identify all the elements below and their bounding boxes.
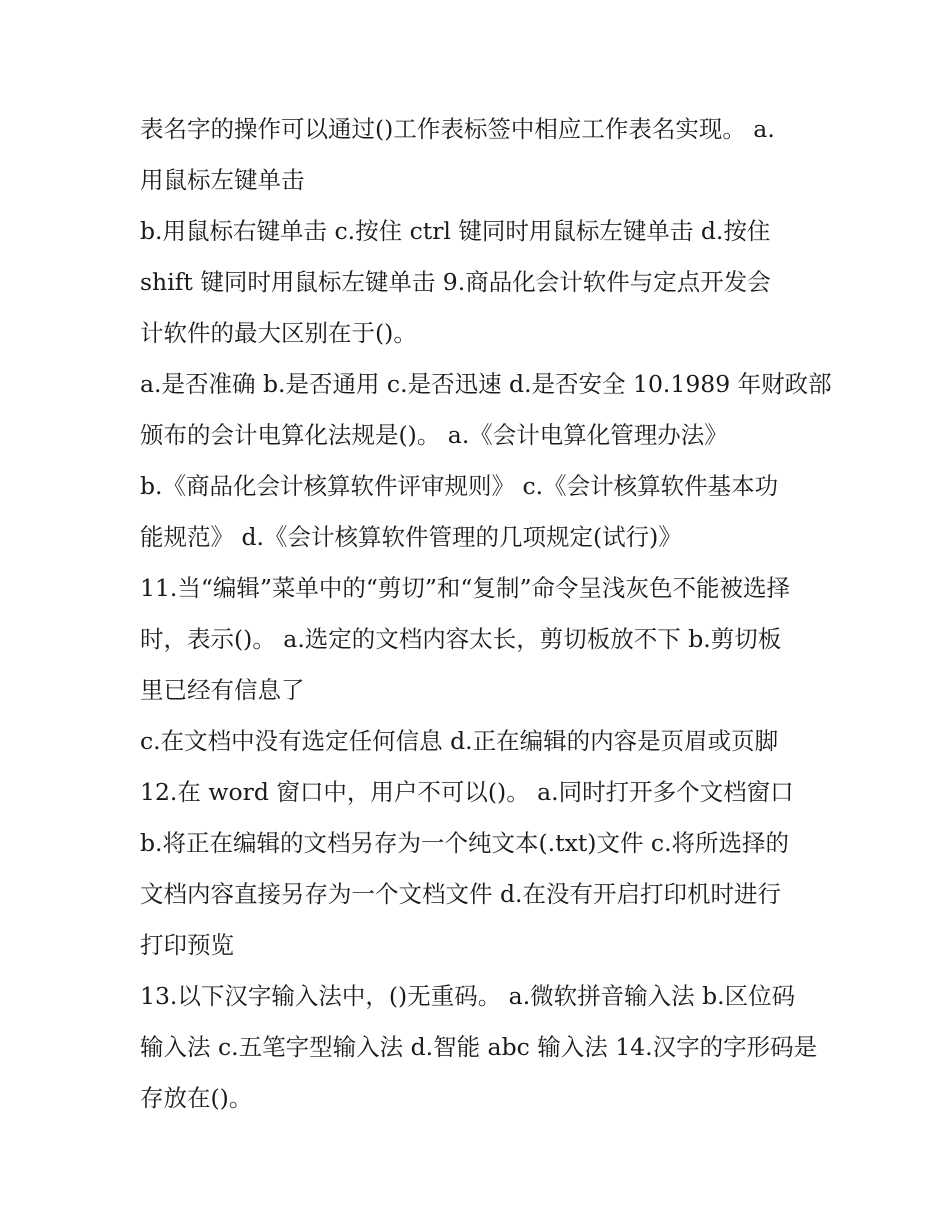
document-body bbox=[140, 104, 830, 1124]
text-line: 计软件的最大区别在于()。 bbox=[140, 319, 417, 347]
text-line: 能规范》 d.《会计核算软件管理的几项规定(试行)》 bbox=[140, 523, 682, 551]
text-line: 颁布的会计电算化法规是()。 a.《会计电算化管理办法》 bbox=[140, 421, 728, 449]
text-line: a.是否准确 b.是否通用 c.是否迅速 d.是否安全 10.1989 年财政部 bbox=[140, 370, 832, 398]
text-line: b.《商品化会计核算软件评审规则》 c.《会计核算软件基本功 bbox=[140, 472, 779, 500]
text-line: b.将正在编辑的文档另存为一个纯文本(.txt)文件 c.将所选择的 bbox=[140, 829, 790, 857]
text-line: 表名字的操作可以通过()工作表标签中相应工作表名实现。 a. bbox=[140, 115, 775, 143]
text-line: 12.在 word 窗口中，用户不可以()。 a.同时打开多个文档窗口 bbox=[140, 778, 794, 806]
text-line: 用鼠标左键单击 bbox=[140, 166, 305, 194]
text-line: 文档内容直接另存为一个文档文件 d.在没有开启打印机时进行 bbox=[140, 880, 781, 908]
text-line: 存放在()。 bbox=[140, 1084, 253, 1112]
text-line: 11.当“编辑”菜单中的“剪切”和“复制”命令呈浅灰色不能被选择 bbox=[140, 574, 790, 602]
text-line: 打印预览 bbox=[140, 931, 234, 959]
text-line: c.在文档中没有选定任何信息 d.正在编辑的内容是页眉或页脚 bbox=[140, 727, 779, 755]
text-line: 里已经有信息了 bbox=[140, 676, 305, 704]
text-line: b.用鼠标右键单击 c.按住 ctrl 键同时用鼠标左键单击 d.按住 bbox=[140, 217, 771, 245]
text-line: shift 键同时用鼠标左键单击 9.商品化会计软件与定点开发会 bbox=[140, 268, 771, 296]
text-line: 13.以下汉字输入法中，()无重码。 a.微软拼音输入法 b.区位码 bbox=[140, 982, 796, 1010]
text-line: 输入法 c.五笔字型输入法 d.智能 abc 输入法 14.汉字的字形码是 bbox=[140, 1033, 818, 1061]
text-line: 时，表示()。 a.选定的文档内容太长，剪切板放不下 b.剪切板 bbox=[140, 625, 782, 653]
